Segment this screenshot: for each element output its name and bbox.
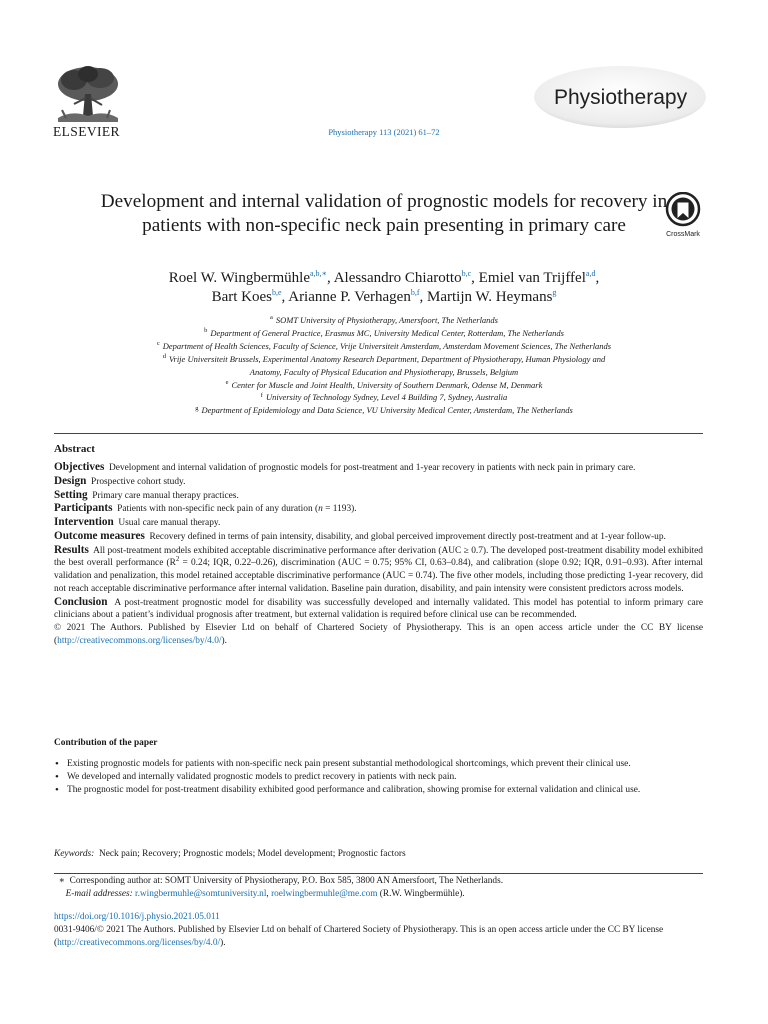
- author: Alessandro Chiarotto: [333, 270, 462, 286]
- abstract-objectives: [54, 461, 703, 475]
- section-divider: [54, 433, 703, 434]
- affiliation-key: d: [162, 352, 166, 360]
- footnote-text: (R.W. Wingbermühle).: [377, 888, 465, 899]
- affiliation-text: University of Technology Sydney, Level 4 Building 7, Sydney, Australia: [265, 392, 508, 403]
- author-affiliation-marker[interactable]: a,d: [585, 269, 596, 278]
- abstract-label: Objectives: [54, 461, 105, 473]
- keywords: [54, 849, 406, 859]
- author-affiliation-marker[interactable]: b,f: [410, 288, 420, 297]
- email-label: E-mail addresses:: [65, 888, 133, 899]
- footnote-marker: ∗: [58, 876, 65, 886]
- affiliation-key: f: [260, 391, 263, 399]
- elsevier-tree-logo: [52, 64, 124, 124]
- email-separator: ,: [266, 888, 272, 899]
- affiliation-text: Department of Health Sciences, Faculty of Science, Vrije Universiteit Amsterdam, Amsterdam Movement Sciences, The Netherlands: [162, 340, 612, 351]
- affiliation-key: c: [156, 339, 160, 347]
- abstract-label: Intervention: [54, 516, 114, 528]
- abstract-text: ).: [221, 635, 227, 646]
- abstract-setting: [54, 489, 703, 503]
- affiliation-key: a: [270, 314, 273, 322]
- license-link[interactable]: http://creativecommons.org/licenses/by/4.0/: [57, 635, 222, 646]
- keywords-text: Neck pain; Recovery; Prognostic models; Model development; Prognostic factors: [98, 849, 406, 859]
- copyright-footer: [54, 924, 706, 949]
- author-separator: ,: [471, 270, 479, 286]
- list-item: • The prognostic model for post-treatment disability exhibited good performance and calibration, showing promise for external validation and clinical use.: [54, 784, 703, 797]
- affiliation-list: [60, 314, 708, 417]
- email-link[interactable]: roelwingbermuhle@me.com: [271, 888, 378, 899]
- journal-reference-link[interactable]: Physiotherapy 113 (2021) 61–72: [328, 127, 440, 137]
- affiliation: [60, 379, 708, 392]
- abstract-license: [54, 622, 703, 648]
- affiliation: [60, 353, 708, 366]
- affiliation: [60, 327, 708, 340]
- affiliation: [60, 340, 708, 353]
- author-list: [60, 269, 708, 307]
- journal-name: Physiotherapy: [554, 86, 688, 109]
- abstract-results: [54, 544, 703, 596]
- abstract-text: n: [318, 504, 323, 515]
- abstract-text: 2: [175, 555, 180, 564]
- abstract-label: Design: [54, 474, 87, 487]
- journal-logo-badge: [520, 64, 706, 130]
- author-separator: ,: [281, 289, 289, 305]
- affiliation-text: Anatomy, Faculty of Physical Education and Physiotherapy, Brussels, Belgium: [249, 366, 519, 377]
- contribution-list: [54, 758, 703, 796]
- author-affiliation-marker[interactable]: b,c: [461, 269, 472, 278]
- abstract-label: Outcome measures: [54, 529, 145, 542]
- abstract-text: Development and internal validation of prognostic models for post-treatment and 1-year recovery in patients with neck pain in primary care.: [109, 463, 636, 473]
- footnote-text: Corresponding author at: SOMT University of Physiotherapy, P.O. Box 585, 3800 AN Amersfoort, The Netherlands.: [69, 876, 504, 886]
- author-affiliation-marker[interactable]: g: [552, 288, 557, 297]
- affiliation: [60, 314, 708, 327]
- author: Bart Koes: [211, 289, 272, 305]
- author: Martijn W. Heymans: [427, 289, 553, 305]
- abstract-conclusion: [54, 596, 703, 623]
- abstract-text: Recovery defined in terms of pain intensity, disability, and global perceived improvement directly post-treatment and at 1-year follow-up.: [149, 531, 666, 542]
- author-separator: ,: [595, 270, 600, 286]
- abstract-text: All post-treatment models exhibited acceptable discriminative performance after derivation (AUC ≥ 0.7). The developed post-treatment disability model exhibited the best overall performance (R: [54, 545, 703, 569]
- article-title: Development and internal validation of prognostic models for recovery in patients with non-specific neck pain presenting in primary care: [100, 191, 668, 236]
- affiliation: [60, 366, 708, 379]
- affiliation-key: e: [225, 378, 229, 386]
- abstract-text: © 2021 The Authors. Published by Elsevier Ltd on behalf of Chartered Society of Physiotherapy. This is an open access article under the CC BY license (: [54, 623, 703, 646]
- author-affiliation-marker[interactable]: b,e: [271, 288, 282, 297]
- affiliation-key: b: [204, 327, 208, 335]
- doi-link[interactable]: https://doi.org/10.1016/j.physio.2021.05.011: [54, 912, 220, 922]
- abstract-label: Participants: [54, 502, 113, 515]
- affiliation-text: SOMT University of Physiotherapy, Amersfoort, The Netherlands: [275, 315, 498, 325]
- contribution-heading: Contribution of the paper: [54, 738, 158, 748]
- list-item: • We developed and internally validated prognostic models to predict recovery in patients with neck pain.: [54, 771, 703, 784]
- list-item: • Existing prognostic models for patients with non-specific neck pain present substantial methodological shortcomings, which prevent their clinical use.: [54, 758, 703, 771]
- footnote-divider: [54, 873, 703, 874]
- affiliation-text: Department of Epidemiology and Data Science, VU University Medical Center, Amsterdam, The Netherlands: [201, 405, 573, 416]
- abstract-intervention: [54, 516, 703, 530]
- abstract-text: = 0.24; IQR, 0.22–0.26), discrimination (AUC = 0.75; 95% CI, 0.63–0.84), and calibration (slope 0.92; IQR, 0.91–0.93). After internal validation and penalization, this model retained acceptable discriminative performance (AUC = 0.74). The five other models, including those predicting 1-year recovery, did not reach acceptable discriminative performance after internal validation. Baseline pain duration, disability, and pain intensity were consistent predictors across models.: [54, 558, 704, 594]
- abstract-text: = 1193).: [322, 504, 357, 515]
- author-separator: ,: [327, 270, 334, 286]
- abstract-label: Conclusion: [54, 595, 108, 608]
- abstract-text: Usual care manual therapy.: [118, 518, 221, 528]
- affiliation-text: Center for Muscle and Joint Health, University of Southern Denmark, Odense M, Denmark: [231, 379, 543, 390]
- abstract-heading: Abstract: [54, 443, 95, 455]
- crossmark-icon[interactable]: [662, 192, 704, 238]
- email-link[interactable]: r.wingbermuhle@somtuniversity.nl: [135, 888, 267, 899]
- corresponding-author-footnote: [54, 875, 703, 900]
- abstract-text: Prospective cohort study.: [91, 476, 186, 487]
- abstract-label: Setting: [54, 488, 88, 501]
- affiliation-key: g: [195, 404, 199, 412]
- abstract-design: [54, 475, 703, 489]
- abstract-outcome: [54, 530, 703, 544]
- keywords-label: Keywords:: [54, 849, 95, 859]
- abstract-body: [54, 461, 703, 648]
- abstract-text: Primary care manual therapy practices.: [92, 490, 239, 501]
- author-affiliation-marker[interactable]: a,b,∗: [310, 269, 327, 278]
- author: Roel W. Wingbermühle: [168, 270, 310, 286]
- affiliation: [60, 391, 708, 404]
- author-separator: ,: [419, 289, 428, 305]
- abstract-participants: [54, 502, 703, 516]
- footer-text: ).: [220, 937, 226, 948]
- footer-text: 0031-9406/© 2021 The Authors. Published by Elsevier Ltd on behalf of Chartered Society of Physiotherapy. This is an open access article under the CC BY license (: [54, 925, 664, 948]
- abstract-label: Results: [54, 543, 89, 556]
- affiliation-text: Department of General Practice, Erasmus MC, University Medical Center, Rotterdam, The Netherlands: [210, 327, 564, 338]
- publisher-name: ELSEVIER: [53, 124, 120, 139]
- abstract-text: Patients with non-specific neck pain of any duration (: [117, 504, 319, 515]
- abstract-text: A post-treatment prognostic model for disability was successfully developed and internally validated. This model has potential to inform primary care clinicians about a patient’s individual prognosis after treatment, but external validation is required before clinical use can be recommended.: [54, 597, 703, 621]
- affiliation: [60, 404, 708, 417]
- license-link[interactable]: http://creativecommons.org/licenses/by/4.0/: [57, 937, 221, 948]
- author: Emiel van Trijffel: [478, 270, 586, 286]
- author: Arianne P. Verhagen: [288, 289, 411, 305]
- crossmark-label: CrossMark: [666, 231, 700, 238]
- affiliation-text: Vrije Universiteit Brussels, Experimental Anatomy Research Department, Department of Physiotherapy, Human Physiology and: [168, 353, 606, 364]
